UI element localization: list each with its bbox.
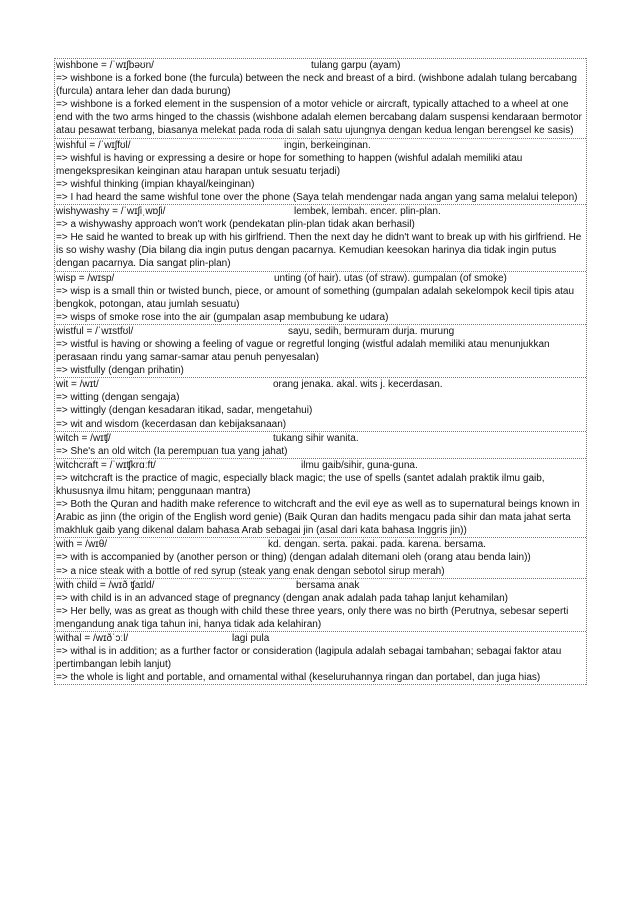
entry-witchcraft <box>55 458 586 538</box>
entry-line: => I had heard the same wishful tone over the phone (Saya telah mendengar nada angan yang sama melalui telepon) <box>56 191 578 203</box>
entry-line: => Her belly, was as great as though with child these three years, only there was no birth (Perutnya, sebesar seperti mengandung anak tiga tahun ini, hanya tidak ada kelahiran) <box>56 605 569 630</box>
entry-line: => the whole is light and portable, and ornamental withal (keseluruhannya ringan dan portabel, dan juga hias) <box>56 672 541 684</box>
entry-line: => wittingly (dengan kesadaran itikad, sadar, mengetahui) <box>56 405 313 417</box>
entry-line: => wishful is having or expressing a desire or hope for something to happen (wishful adalah memiliki atau mengekspresikan keinginan atau harapan untuk sesuatu terjadi) <box>56 152 523 177</box>
glossary-table <box>54 58 587 685</box>
entry-term: wishywashy = /ˈwɪʃiˌwɒʃi/ <box>56 206 166 218</box>
entry-term: wistful = /ˈwɪstfʊl/ <box>56 325 134 337</box>
entry-translation: bersama anak <box>296 579 360 591</box>
entry-line: => withal is in addition; as a further factor or consideration (lagipula adalah sebagai tambahan; sebagai faktor atau pertimbangan lebih lanjut) <box>56 646 562 671</box>
entry-line: => wisps of smoke rose into the air (gumpalan asap membubung ke udara) <box>56 311 389 323</box>
entry-term: withal = /wɪðˈɔːl/ <box>56 633 129 645</box>
entry-withal <box>55 631 586 685</box>
entry-line: => witchcraft is the practice of magic, especially black magic; the use of spells (santet adalah praktik ilmu gaib, khususnya ilmu hitam; penggunaan mantra) <box>56 472 545 497</box>
entry-line: => wishful thinking (impian khayal/keinginan) <box>56 178 255 190</box>
entry-translation: unting (of hair). utas (of straw). gumpalan (of smoke) <box>274 272 507 284</box>
entry-translation: orang jenaka. akal. wits j. kecerdasan. <box>273 379 443 391</box>
entry-wishful <box>55 138 586 204</box>
entry-line: => witting (dengan sengaja) <box>56 392 180 404</box>
entry-term: wishful = /ˈwɪʃfʊl/ <box>56 139 131 151</box>
entry-line: => wistfully (dengan prihatin) <box>56 365 184 377</box>
entry-wishywashy <box>55 204 586 270</box>
entry-term: wisp = /wɪsp/ <box>56 272 115 284</box>
entry-term: wit = /wɪt/ <box>56 379 99 391</box>
entry-translation: lagi pula <box>232 633 270 645</box>
entry-translation: ilmu gaib/sihir, guna-guna. <box>301 459 418 471</box>
entry-line: => She's an old witch (Ia perempuan tua yang jahat) <box>56 445 288 457</box>
entry-wisp <box>55 271 586 324</box>
entry-line: => a nice steak with a bottle of red syrup (steak yang enak dengan sebotol sirup merah) <box>56 565 445 577</box>
entry-line: => wishbone is a forked bone (the furcula) between the neck and breast of a bird. (wishbone adalah tulang bercabang (furcula) antara leher dan dada burung) <box>56 73 577 98</box>
entry-wishbone <box>55 58 586 138</box>
entry-wistful <box>55 324 586 377</box>
entry-witch <box>55 431 586 458</box>
entry-line: => He said he wanted to break up with his girlfriend. Then the next day he didn't want to break up with his girlfriend. He is so wishy washy (Dia bilang dia ingin putus dengan pacarnya. Kemudian keesokan harinya dia tidak ingin putus dengan pacarnya. Dia sangat plin-plan) <box>56 232 582 270</box>
entry-translation: tulang garpu (ayam) <box>311 60 401 71</box>
entry-line: => wit and wisdom (kecerdasan dan kebijaksanaan) <box>56 418 287 430</box>
entry-term: with child = /wɪð ʧaɪld/ <box>56 579 155 591</box>
entry-line: => wisp is a small thin or twisted bunch, piece, or amount of something (gumpalan adalah sekelompok kecil tipis atau bengkok, potongan, atau jumlah sesuatu) <box>56 285 575 310</box>
entry-term: witchcraft = /ˈwɪʧkrɑːft/ <box>56 459 156 471</box>
entry-line: => wishbone is a forked element in the suspension of a motor vehicle or aircraft, typically attached to a wheel at one end with the two arms hinged to the chassis (wishbone adalah elemen bercabang dalam suspensi kendaraan bermotor atau pesawat terbang, biasanya melekat pada roda di salah satu ujungnya dengan kedua lengan berengsel ke sasis) <box>56 99 582 137</box>
entry-term: witch = /wɪʧ/ <box>56 432 111 444</box>
entry-translation: kd. dengan. serta. pakai. pada. karena. bersama. <box>268 539 486 551</box>
entry-term: with = /wɪθ/ <box>56 539 108 551</box>
entry-translation: ingin, berkeinginan. <box>284 139 371 151</box>
entry-line: => wistful is having or showing a feeling of vague or regretful longing (wistful adalah memiliki atau menunjukkan perasaan rindu yang samar-samar atau penuh penyesalan) <box>56 338 550 364</box>
entry-line: => with is accompanied by (another person or thing) (dengan adalah ditemani oleh (orang atau benda lain)) <box>56 552 531 564</box>
entry-translation: tukang sihir wanita. <box>273 432 359 444</box>
entry-with <box>55 537 586 577</box>
entry-translation: lembek, lembah. encer. plin-plan. <box>294 206 441 218</box>
entry-with-child <box>55 578 586 631</box>
entry-line: => Both the Quran and hadith make reference to witchcraft and the evil eye as well as to supernatural beings known in Arabic as jinn (the origin of the English word genie) (Baik Quran dan hadits mengacu pada sihir dan mata jahat serta makhluk gaib yang dikenal dalam bahasa Arab sebagai jin (asal dari kata bahasa Inggris jin)) <box>56 499 580 537</box>
entry-wit <box>55 377 586 430</box>
entry-term: wishbone = /ˈwɪʃbəʊn/ <box>56 60 154 71</box>
entry-translation: sayu, sedih, bermuram durja. murung <box>288 325 455 337</box>
entry-line: => a wishywashy approach won't work (pendekatan plin-plan tidak akan berhasil) <box>56 219 415 231</box>
entry-line: => with child is in an advanced stage of pregnancy (dengan anak adalah pada tahap lanjut kehamilan) <box>56 592 508 604</box>
